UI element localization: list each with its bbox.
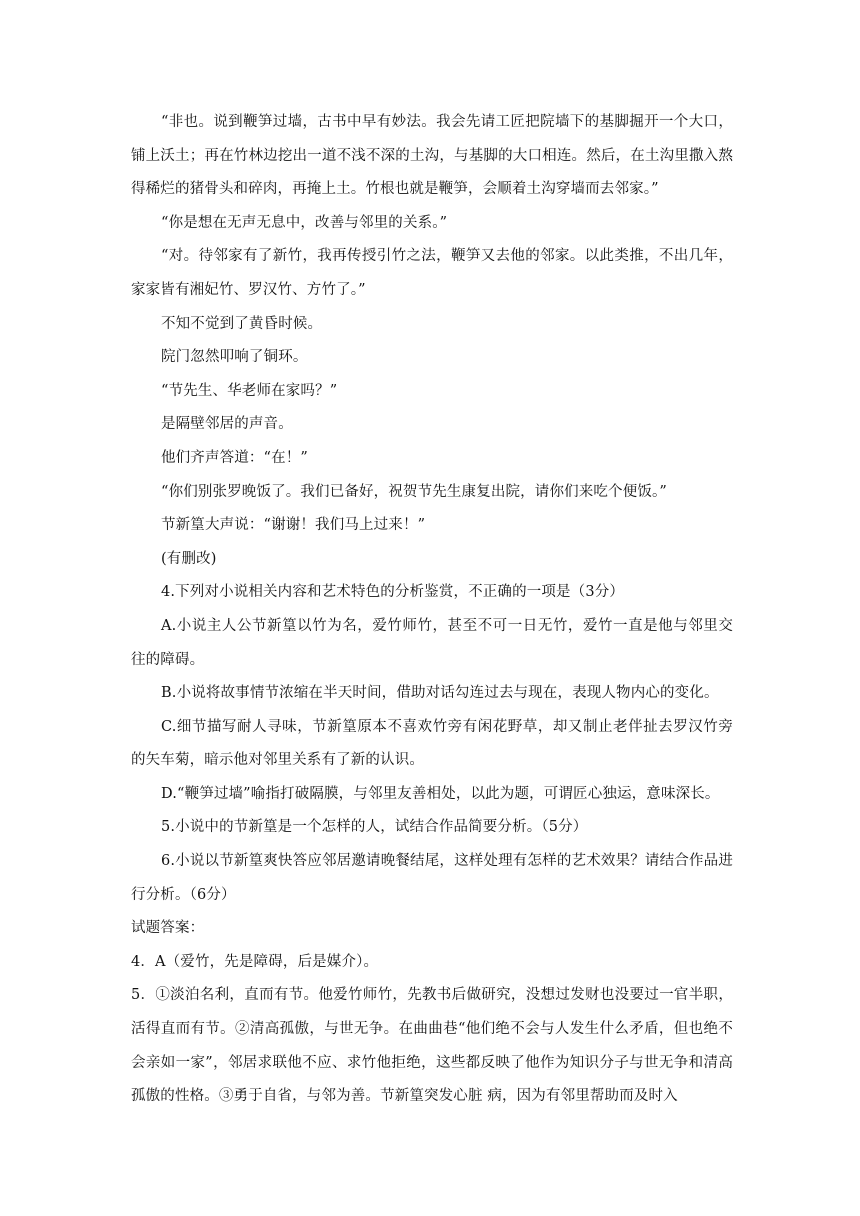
story-paragraph-10: 节新篁大声说：“谢谢！我们马上过来！” [161,517,426,534]
story-paragraph-8: 他们齐声答道：“在！” [161,449,308,466]
story-paragraph-2: “你是想在无声无息中，改善与邻里的关系。” [161,214,448,231]
question-6: 6.小说以节新篁爽快答应邻居邀请晚餐结尾，这样处理有怎样的艺术效果？请结合作品进 行分析。（6分） [131,853,733,903]
question-5: 5.小说中的节新篁是一个怎样的人，试结合作品简要分析。（5分） [161,819,588,836]
question-4-option-a: A.小说主人公节新篁以竹为名，爱竹师竹，甚至不可一日无竹，爱竹一直是他与邻里交往的障碍。 [131,617,733,668]
story-paragraph-1: “非也。说到鞭笋过墙，古书中早有妙法。我会先请工匠把院墙下的基脚掘开一个大口，铺上沃土；再在竹林边挖出一道不浅不深的土沟，与基脚的大口相连。然后，在土沟里撒入熬得稀烂的猪骨头和碎肉，再掩上土。竹根也就是鞭笋，会顺着土沟穿墙而去邻家。” [131,114,733,198]
edit-note: (有删改) [161,550,217,567]
answers-heading: 试题答案： [131,920,205,937]
story-paragraph-6: “节先生、华老师在家吗？” [161,382,338,399]
question-4-option-b: B.小说将故事情节浓缩在半天时间，借助对话勾连过去与现在，表现人物内心的变化。 [161,685,719,702]
story-paragraph-7: 是隔壁邻居的声音。 [161,416,293,433]
story-paragraph-9: “你们别张罗晚饭了。我们已备好，祝贺节先生康复出院，请你们来吃个便饭。” [161,483,667,500]
answer-5: 5．①淡泊名利，直而有节。他爱竹师竹，先教书后做研究，没想过发财也没要过一官半职，活得直而有节。②清高孤傲，与世无争。在曲曲巷“他们绝不会与人发生什么矛盾，但也绝不会亲如一家”，邻居求联他不应、求竹他拒绝，这些都反映了他作为知识分子与世无争和清高孤傲的性格。③勇于自省，与邻为善。节新篁突发心脏 病，因为有邻里帮助而及时入 [131,987,733,1105]
question-4: 4.下列对小说相关内容和艺术特色的分析鉴赏，不正确的一项是（3分） [161,584,625,601]
story-paragraph-3: “对。待邻家有了新竹，我再传授引竹之法，鞭笋又去他的邻家。以此类推，不出几年，家家皆有湘妃竹、罗汉竹、方竹了。” [131,248,733,298]
document-body [131,106,733,1114]
story-paragraph-4: 不知不觉到了黄昏时候。 [161,315,323,332]
story-paragraph-5: 院门忽然叩响了铜环。 [161,349,308,366]
question-4-option-c: C.细节描写耐人寻味，节新篁原本不喜欢竹旁有闲花野草，却又制止老伴扯去罗汉竹旁的矢车菊，暗示他对邻里关系有了新的认识。 [131,718,733,769]
question-4-option-d: D.“鞭笋过墙”喻指打破隔膜，与邻里友善相处，以此为题，可谓匠心独运，意味深长。 [161,785,720,802]
answer-4: 4．A（爱竹，先是障碍，后是媒介）。 [131,953,379,970]
